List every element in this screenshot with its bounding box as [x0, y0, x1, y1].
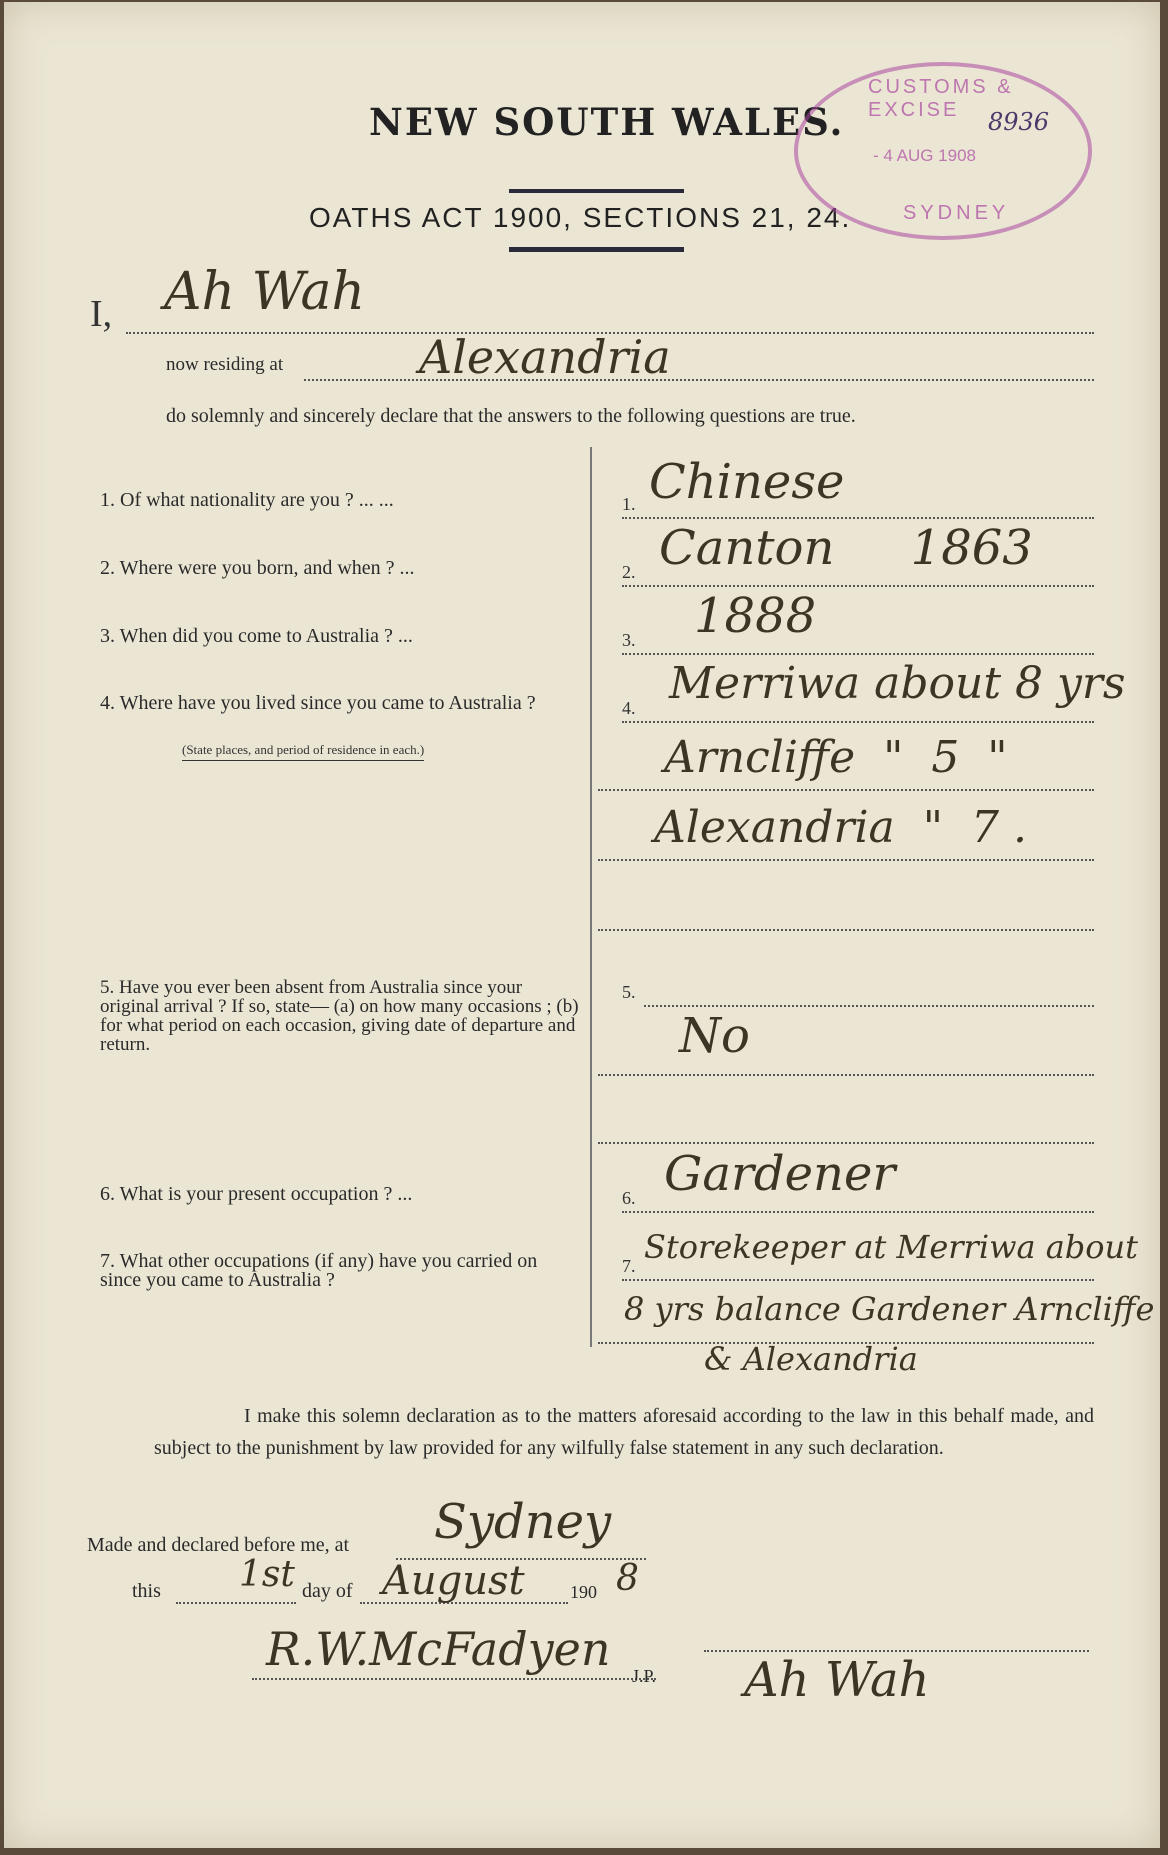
answer-3-line — [622, 653, 1094, 655]
answer-4-line-3: Alexandria " 7 . — [654, 802, 1027, 853]
answer-7-number: 7. — [622, 1256, 636, 1276]
answer-7-line-3: & Alexandria — [704, 1340, 918, 1378]
question-3: 3. When did you come to Australia ? ... — [100, 625, 413, 647]
answer-4-rule-1 — [622, 721, 1094, 723]
answer-6-number: 6. — [622, 1188, 636, 1208]
day-value: 1st — [239, 1554, 295, 1595]
answer-4-rule-2 — [598, 789, 1094, 791]
answer-4-line-1: Merriwa about 8 yrs — [669, 658, 1126, 709]
answer-7-line-1: Storekeeper at Merriwa about — [644, 1228, 1139, 1266]
page-title: NEW SOUTH WALES. — [369, 100, 845, 144]
answer-6: Gardener — [664, 1146, 896, 1202]
answer-3: 1888 — [694, 588, 817, 644]
declarant-prefix: I, — [90, 293, 113, 335]
answer-7-rule-1 — [622, 1279, 1094, 1281]
page-subtitle: OATHS ACT 1900, SECTIONS 21, 24. — [309, 202, 852, 233]
answer-1: Chinese — [649, 454, 845, 510]
answer-6-line — [622, 1211, 1094, 1213]
day-line — [176, 1602, 296, 1604]
declarant-signature: Ah Wah — [744, 1652, 930, 1708]
answer-4-number: 4. — [622, 698, 636, 718]
answer-5-rule-1 — [644, 1005, 1094, 1007]
answer-1-line — [622, 517, 1094, 519]
question-7: 7. What other occupations (if any) have you carried on since you came to Australia ? — [100, 1250, 538, 1291]
jp-signature: R.W.McFadyen — [266, 1622, 611, 1676]
year-suffix: 8 — [616, 1558, 639, 1599]
month-value: August — [382, 1558, 525, 1604]
question-4-note: (State places, and period of residence in each.) — [182, 742, 424, 761]
answer-4-line-2: Arncliffe " 5 " — [664, 732, 1008, 783]
answer-5: No — [679, 1008, 750, 1064]
place-value: Sydney — [434, 1494, 612, 1550]
answer-4-rule-4 — [598, 929, 1094, 931]
answer-5-rule-2 — [598, 1074, 1094, 1076]
residence-line — [304, 379, 1094, 381]
title-rule-top — [509, 189, 684, 193]
day-of-label: day of — [302, 1580, 353, 1602]
question-1: 1. Of what nationality are you ? ... ... — [100, 489, 394, 511]
answer-7-line-2: 8 yrs balance Gardener Arncliffe — [624, 1290, 1155, 1328]
declarant-name: Ah Wah — [164, 262, 365, 322]
answer-2-line — [622, 585, 1094, 587]
answer-3-number: 3. — [622, 630, 636, 650]
column-divider — [590, 447, 592, 1347]
declaration-text: do solemnly and sincerely declare that the answers to the following questions are true. — [166, 405, 856, 427]
jp-label: J.P. — [632, 1666, 657, 1686]
document-sheet — [4, 2, 1160, 1848]
jp-signature-line — [252, 1678, 656, 1680]
stamp-date: - 4 AUG 1908 — [873, 146, 977, 165]
answer-4-rule-3 — [598, 859, 1094, 861]
answer-5-number: 5. — [622, 982, 636, 1002]
year-prefix: 190 — [570, 1582, 597, 1602]
question-2: 2. Where were you born, and when ? ... — [100, 557, 415, 579]
solemn-declaration: I make this solemn declaration as to the matters aforesaid according to the law in this behalf made, and subject to the punishment by law provided for any wilfully false statement in any such declaration. — [154, 1405, 1094, 1459]
made-declared-label: Made and declared before me, at — [87, 1534, 350, 1556]
residing-label: now residing at — [166, 354, 284, 375]
stamp-number: 8936 — [988, 108, 1050, 136]
this-label: this — [132, 1580, 161, 1602]
customs-stamp — [794, 62, 1092, 240]
answer-1-number: 1. — [622, 494, 636, 514]
answer-2: Canton 1863 — [659, 520, 1033, 576]
question-5: 5. Have you ever been absent from Australia since your original arrival ? If so, state— (a) on how many occasions ; (b) for what period on each occasion, giving date of departure and return. — [100, 977, 579, 1055]
answer-5-rule-3 — [598, 1142, 1094, 1144]
question-4: 4. Where have you lived since you came to Australia ? — [100, 692, 536, 714]
question-6: 6. What is your present occupation ? ... — [100, 1183, 413, 1205]
stamp-top-text: CUSTOMS & EXCISE — [868, 76, 1014, 121]
title-rule-bottom — [509, 247, 684, 252]
answer-2-number: 2. — [622, 562, 636, 582]
residence-value: Alexandria — [419, 330, 671, 384]
stamp-bottom-text: SYDNEY — [903, 202, 1010, 224]
